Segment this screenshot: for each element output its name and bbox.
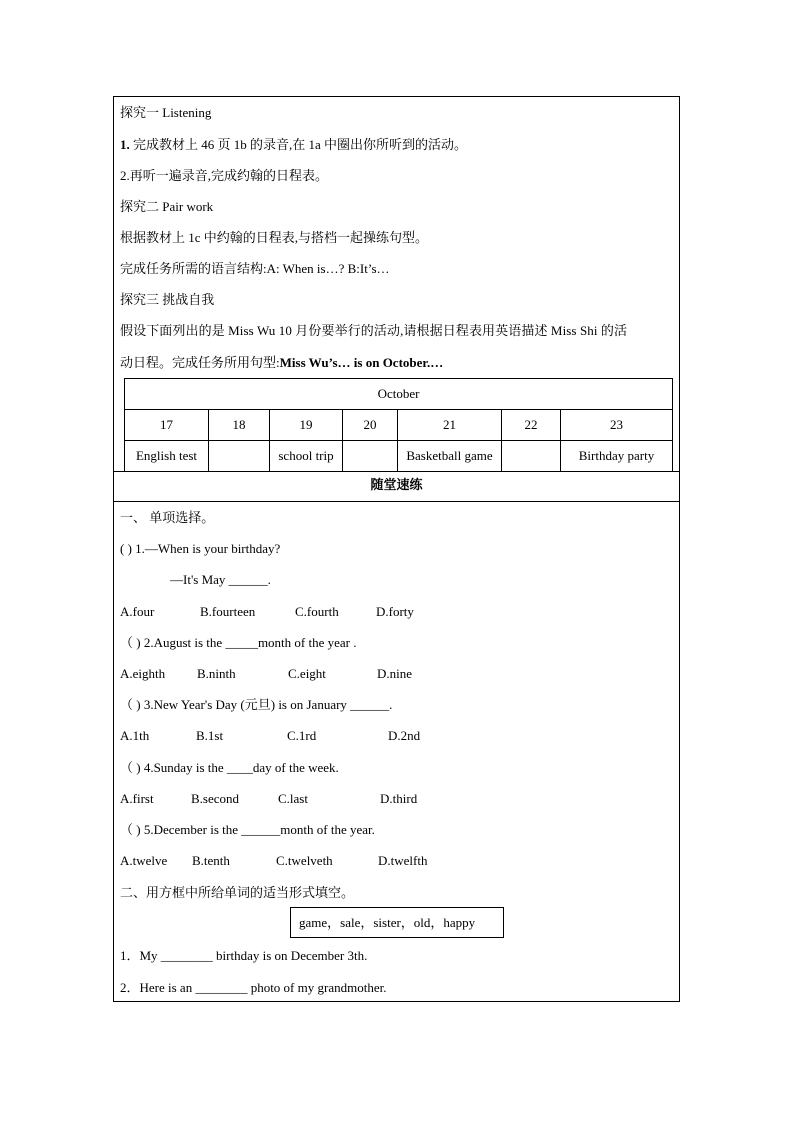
calendar-day: 17 <box>125 410 209 441</box>
question-options <box>120 791 417 807</box>
calendar-day: 19 <box>270 410 343 441</box>
calendar-day: 20 <box>343 410 398 441</box>
calendar-event <box>209 441 270 472</box>
option: B.fourteen <box>200 604 256 619</box>
option: C.last <box>278 791 308 806</box>
question-stem-answer: —It's May ______. <box>170 572 271 587</box>
section-divider <box>114 501 679 502</box>
question-options <box>120 853 427 869</box>
fill-blank-1: 1．My ________ birthday is on December 3th. <box>120 948 368 963</box>
question-stem: ( ) 1.—When is your birthday? <box>120 541 281 556</box>
calendar-event: Basketball game <box>398 441 502 472</box>
calendar-days-row <box>125 410 673 441</box>
question-options <box>120 666 412 682</box>
explore3-sentence-pattern: Miss Wu’s… is on October.… <box>279 355 444 370</box>
option: C.twelveth <box>276 853 333 868</box>
explore3-line2 <box>120 355 443 371</box>
section-divider <box>114 471 679 472</box>
option: D.twelfth <box>378 853 428 868</box>
part2-title: 二、用方框中所给单词的适当形式填空。 <box>120 885 355 900</box>
option: A.1th <box>120 728 150 743</box>
option: C.1rd <box>287 728 317 743</box>
calendar-event <box>502 441 561 472</box>
option: D.nine <box>377 666 413 681</box>
option: D.2nd <box>388 728 421 743</box>
question-stem: （ ) 5.December is the ______month of the year. <box>120 822 375 837</box>
calendar-month: October <box>125 379 673 410</box>
question-options <box>120 728 420 744</box>
option: C.eight <box>288 666 326 681</box>
explore1-item1-number: 1. <box>120 137 130 152</box>
option: B.ninth <box>197 666 236 681</box>
question-stem: （ ) 3.New Year's Day (元旦) is on January ______. <box>120 697 393 712</box>
fill-blank-2: 2．Here is an ________ photo of my grandmother. <box>120 980 387 995</box>
part1-title: 一、 单项选择。 <box>120 510 215 525</box>
explore1-item1 <box>120 137 467 153</box>
calendar-day: 22 <box>502 410 561 441</box>
option: B.1st <box>196 728 224 743</box>
calendar-day: 18 <box>209 410 270 441</box>
calendar-month-row <box>125 379 673 410</box>
practice-title: 随堂速练 <box>370 477 423 492</box>
explore2-line2: 完成任务所需的语言结构:A: When is…? B:It’s… <box>120 261 390 276</box>
calendar-event: English test <box>125 441 209 472</box>
question-stem: （ ) 4.Sunday is the ____day of the week. <box>120 760 339 775</box>
calendar-event: school trip <box>270 441 343 472</box>
option: D.third <box>380 791 418 806</box>
option: C.fourth <box>295 604 339 619</box>
option: A.eighth <box>120 666 166 681</box>
october-calendar-table <box>124 378 673 472</box>
calendar-event <box>343 441 398 472</box>
explore1-item1-text: 完成教材上 46 页 1b 的录音,在 1a 中圈出你所听到的活动。 <box>129 137 468 152</box>
explore3-line1: 假设下面列出的是 Miss Wu 10 月份要举行的活动,请根据日程表用英语描述 Miss Shi 的活 <box>120 323 628 338</box>
explore3-line2-prefix: 动日程。完成任务所用句型: <box>120 355 280 370</box>
explore1-item2: 2.再听一遍录音,完成约翰的日程表。 <box>120 168 329 183</box>
question-options <box>120 604 414 620</box>
explore1-title: 探究一 Listening <box>120 105 212 120</box>
option: B.tenth <box>192 853 230 868</box>
explore3-title: 探究三 挑战自我 <box>120 292 215 307</box>
explore2-title: 探究二 Pair work <box>120 199 214 214</box>
word-bank-box: game，sale，sister，old，happy <box>290 907 504 938</box>
explore2-line1: 根据教材上 1c 中约翰的日程表,与搭档一起操练句型。 <box>120 230 429 245</box>
option: B.second <box>191 791 240 806</box>
calendar-events-row <box>125 441 673 472</box>
option: A.twelve <box>120 853 168 868</box>
worksheet-frame <box>113 96 680 1002</box>
question-stem: （ ) 2.August is the _____month of the year . <box>120 635 357 650</box>
calendar-day: 23 <box>561 410 673 441</box>
calendar-event: Birthday party <box>561 441 673 472</box>
option: D.forty <box>376 604 414 619</box>
calendar-day: 21 <box>398 410 502 441</box>
option: A.four <box>120 604 155 619</box>
option: A.first <box>120 791 154 806</box>
